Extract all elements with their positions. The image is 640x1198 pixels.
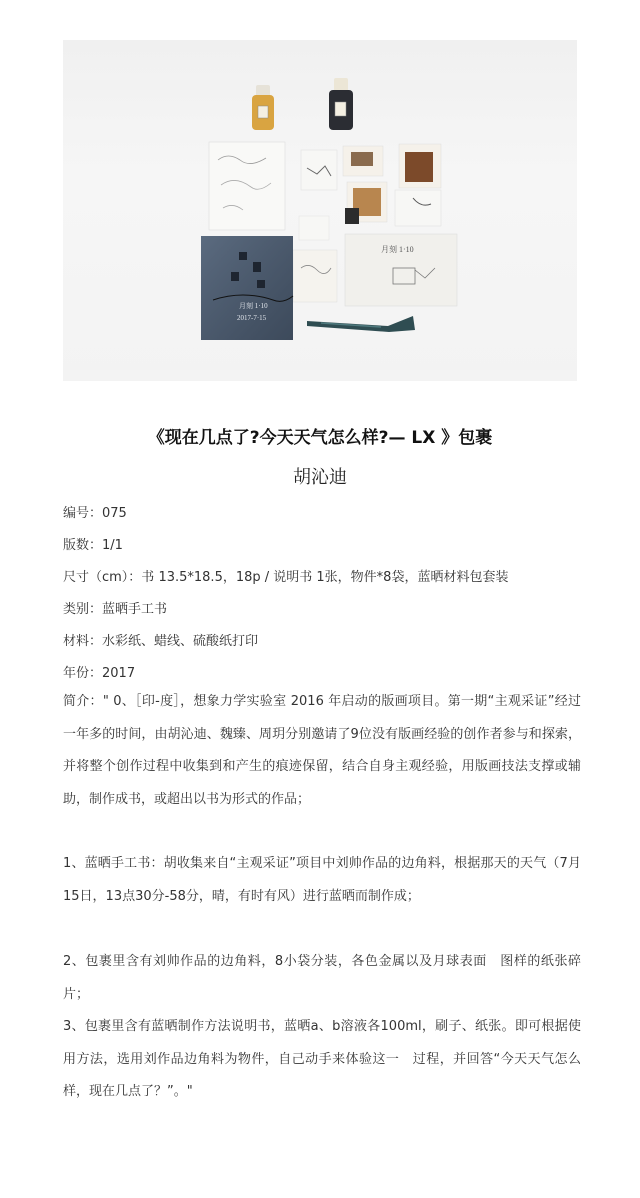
item-2-paragraph: 2、包裹里含有刘帅作品的边角料，8小袋分装，各色金属以及月球表面 图样的纸张碎片； <box>63 954 581 1002</box>
tracing-text: 月刻 1·10 <box>381 245 414 254</box>
meta-size: 尺寸（cm）：书 13.5*18.5，18p / 说明书 1张，物件*8袋，蓝晒材料包套装 <box>63 570 509 585</box>
meta-edition: 版数：1/1 <box>63 538 123 553</box>
item-1-paragraph: 1、蓝晒手工书：胡收集来自“主观采证”项目中刘帅作品的边角料，根据那天的天气（7月15日，13点30分-58分，晴，有时有风）进行蓝晒而制作成； <box>63 856 581 904</box>
tracing-paper-print <box>345 234 457 306</box>
meta-number: 编号：075 <box>63 506 127 521</box>
product-photo-drawing <box>63 40 577 381</box>
item-3-paragraph: 3、包裹里含有蓝晒制作方法说明书，蓝晒a、b溶液各100ml，刷子、纸张。即可根据使用方法，选用刘作品边角料为物件，自己动手来体验这一 过程，并回答“今天天气怎么样，现在几点了？”。" <box>63 1019 581 1099</box>
work-title: 《现在几点了?今天天气怎么样?— LX 》包裹 <box>147 428 493 448</box>
product-photo <box>63 40 577 381</box>
intro-paragraph: 简介：" 0、［印-度］，想象力学实验室 2016 年启动的版画项目。第一期“主观采证”经过一年多的时间，由胡沁迪、魏臻、周玥分别邀请了9位没有版画经验的创作者参与和探索，并将整个创作过程中收集到和产生的痕迹保留，结合自身主观经验，用版画技法支撑或辅助，制作成书，或超出以书为形式的作品； <box>63 694 581 807</box>
cyanotype-book <box>201 236 293 340</box>
meta-category: 类别：蓝晒手工书 <box>63 602 168 617</box>
meta-year: 年份：2017 <box>63 666 136 681</box>
book-text-line-1: 月刻 1·10 <box>239 302 268 310</box>
dark-bottle <box>329 78 353 130</box>
amber-bottle <box>252 85 274 130</box>
author-name: 胡沁迪 <box>293 467 347 488</box>
meta-materials: 材料：水彩纸、蜡线、硫酸纸打印 <box>63 634 259 649</box>
book-text-line-2: 2017-7·15 <box>237 314 267 322</box>
folded-instruction-sheet <box>209 142 285 230</box>
brush <box>307 316 415 332</box>
